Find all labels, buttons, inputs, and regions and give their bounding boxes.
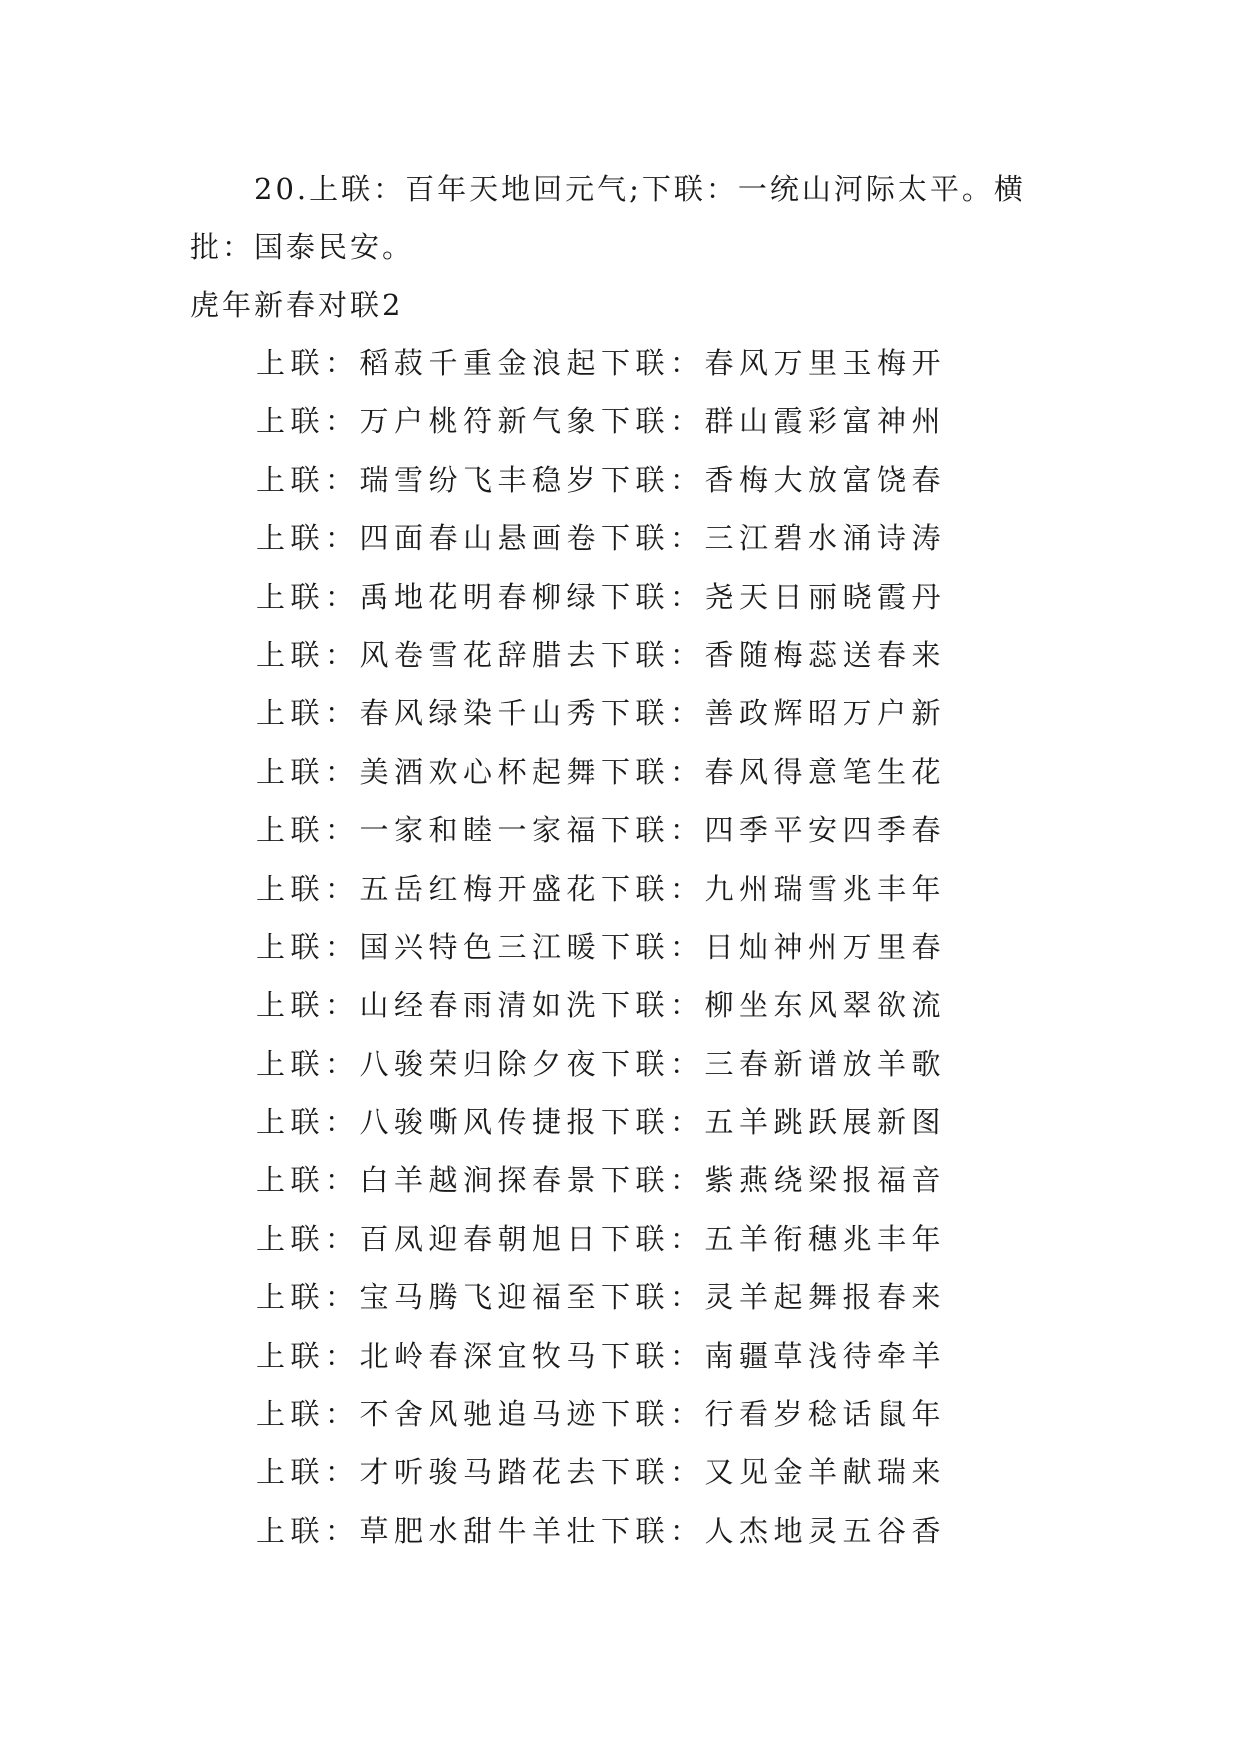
couplet-line: 上联：风卷雪花辞腊去下联：香随梅蕊送春来 bbox=[256, 637, 947, 672]
couplet-line: 上联：禹地花明春柳绿下联：尧天日丽晓霞丹 bbox=[256, 579, 947, 614]
couplet-line: 上联：万户桃符新气象下联：群山霞彩富神州 bbox=[256, 404, 947, 439]
couplet-line: 上联：北岭春深宜牧马下联：南疆草浅待牵羊 bbox=[256, 1338, 947, 1373]
couplet-list bbox=[256, 334, 946, 1560]
couplet-line: 上联：山经春雨清如洗下联：柳坐东风翠欲流 bbox=[256, 988, 947, 1023]
couplet-line: 上联：宝马腾飞迎福至下联：灵羊起舞报春来 bbox=[256, 1280, 947, 1315]
intro-paragraph: 20.上联：百年天地回元气;下联：一统山河际太平。横批：国泰民安。 bbox=[190, 172, 1026, 264]
couplet-line: 上联：春风绿染千山秀下联：善政辉昭万户新 bbox=[256, 696, 947, 731]
couplet-line: 上联：五岳红梅开盛花下联：九州瑞雪兆丰年 bbox=[256, 871, 947, 906]
couplet-line: 上联：不舍风驰追马迹下联：行看岁稔话鼠年 bbox=[256, 1397, 947, 1432]
couplet-line: 上联：白羊越涧探春景下联：紫燕绕梁报福音 bbox=[256, 1163, 947, 1198]
couplet-line: 上联：稻菽千重金浪起下联：春风万里玉梅开 bbox=[256, 346, 947, 380]
couplet-line: 上联：一家和睦一家福下联：四季平安四季春 bbox=[256, 813, 947, 848]
couplet-line: 上联：八骏荣归除夕夜下联：三春新谱放羊歌 bbox=[256, 1046, 947, 1081]
couplet-line: 上联：美酒欢心杯起舞下联：春风得意笔生花 bbox=[256, 754, 947, 789]
section-heading: 虎年新春对联2 bbox=[190, 288, 404, 322]
couplet-line: 上联：百凤迎春朝旭日下联：五羊衔穗兆丰年 bbox=[256, 1221, 947, 1256]
couplet-line: 上联：草肥水甜牛羊壮下联：人杰地灵五谷香 bbox=[256, 1513, 947, 1548]
couplet-line: 上联：四面春山悬画卷下联：三江碧水涌诗涛 bbox=[256, 521, 947, 556]
couplet-line: 上联：才听骏马踏花去下联：又见金羊献瑞来 bbox=[256, 1455, 947, 1490]
couplet-line: 上联：八骏嘶风传捷报下联：五羊跳跃展新图 bbox=[256, 1105, 947, 1140]
couplet-line: 上联：国兴特色三江暖下联：日灿神州万里春 bbox=[256, 929, 947, 964]
couplet-line: 上联：瑞雪纷飞丰稳岁下联：香梅大放富饶春 bbox=[256, 462, 947, 497]
